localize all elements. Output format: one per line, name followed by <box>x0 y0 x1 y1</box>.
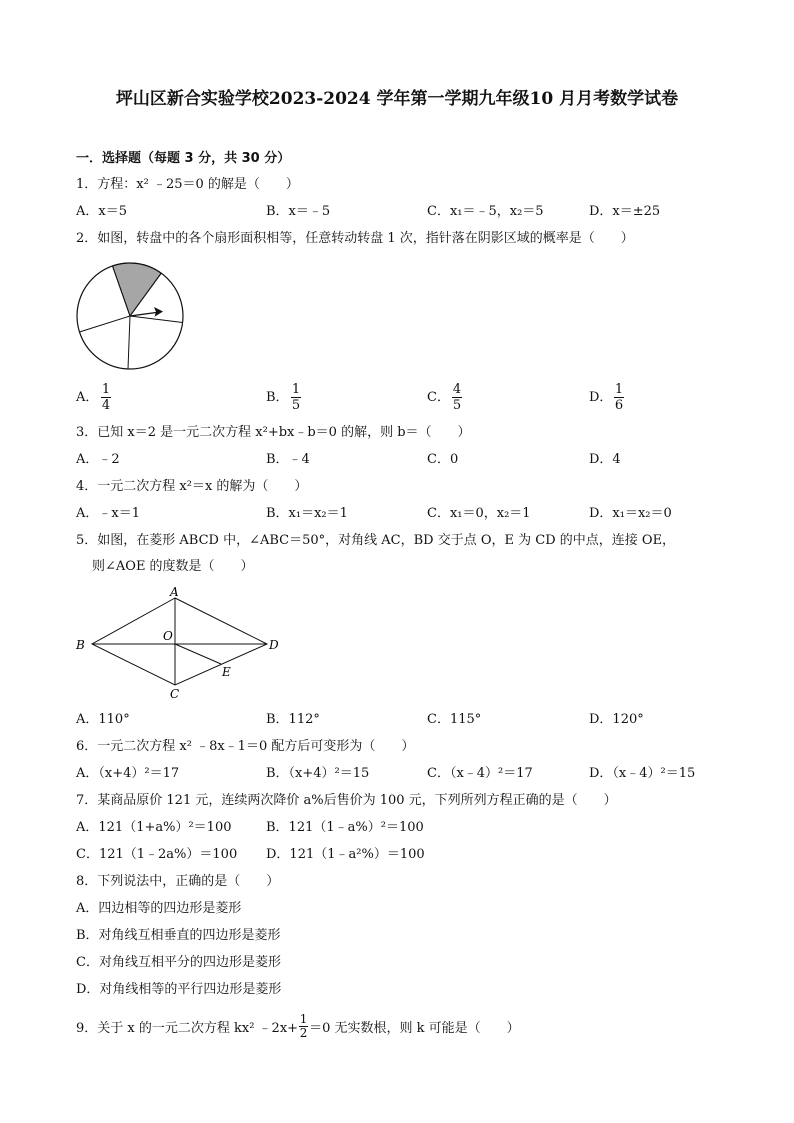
q6-option-a[interactable]: A．（x+4）²＝17 <box>76 766 180 781</box>
q9-stem-start: 9．关于 x 的一元二次方程 kx² ﹣2x+ <box>76 1021 299 1036</box>
numerator: 1 <box>614 382 624 397</box>
q9-fraction <box>299 1013 308 1040</box>
q5-option-c[interactable]: C．115° <box>427 712 482 727</box>
sector-line-5 <box>80 316 131 332</box>
q2-option-c-fraction[interactable] <box>452 382 462 413</box>
q4-option-d[interactable]: D．x₁＝x₂＝0 <box>589 506 672 521</box>
spinner-figure <box>74 262 190 372</box>
question-4-stem: 4．一元二次方程 x²＝x 的解为（ ） <box>76 479 308 494</box>
q2-option-a-fraction[interactable] <box>101 382 111 413</box>
denominator: 2 <box>299 1026 308 1040</box>
q2-option-d-fraction[interactable] <box>614 382 624 413</box>
page-title: 坪山区新合实验学校2023-2024 学年第一学期九年级10 月月考数学试卷 <box>115 89 679 109</box>
q3-option-c[interactable]: C．0 <box>427 452 459 467</box>
question-6-stem: 6．一元二次方程 x² ﹣8x﹣1＝0 配方后可变形为（ ） <box>76 739 415 754</box>
sector-line-4 <box>128 316 130 369</box>
q8-option-a[interactable]: A．四边相等的四边形是菱形 <box>76 901 242 916</box>
rhombus-figure <box>72 582 292 702</box>
numerator: 1 <box>299 1012 308 1026</box>
label-e: E <box>222 665 231 679</box>
question-5-stem-line-2: 则∠AOE 的度数是（ ） <box>92 559 254 574</box>
q5-option-d[interactable]: D．120° <box>589 712 644 727</box>
shaded-sector <box>113 263 162 316</box>
q2-option-a-label[interactable]: A． <box>76 390 99 405</box>
q8-option-d[interactable]: D．对角线相等的平行四边形是菱形 <box>76 982 282 997</box>
q1-option-b[interactable]: B．x＝﹣5 <box>266 204 331 219</box>
numerator: 1 <box>291 382 301 397</box>
question-8-stem: 8．下列说法中，正确的是（ ） <box>76 874 280 889</box>
numerator: 1 <box>101 382 111 397</box>
numerator: 4 <box>452 382 462 397</box>
rhombus-abcd <box>92 598 267 685</box>
q4-option-b[interactable]: B．x₁＝x₂＝1 <box>266 506 348 521</box>
label-a: A <box>170 585 179 599</box>
label-c: C <box>170 687 180 701</box>
denominator: 5 <box>291 398 301 413</box>
label-o: O <box>163 629 173 643</box>
q9-stem-end: ＝0 无实数根，则 k 可能是（ ） <box>309 1021 520 1036</box>
q7-option-b[interactable]: B．121（1﹣a%）²＝100 <box>266 820 424 835</box>
q7-option-d[interactable]: D．121（1﹣a²%）＝100 <box>266 847 425 862</box>
q8-option-b[interactable]: B．对角线互相垂直的四边形是菱形 <box>76 928 281 943</box>
q5-option-b[interactable]: B．112° <box>266 712 320 727</box>
q7-option-c[interactable]: C．121（1﹣2a%）＝100 <box>76 847 238 862</box>
question-1-stem: 1．方程：x² ﹣25＝0 的解是（ ） <box>76 177 299 192</box>
q6-option-d[interactable]: D．（x﹣4）²＝15 <box>589 766 696 781</box>
q3-option-d[interactable]: D．4 <box>589 452 621 467</box>
q6-option-c[interactable]: C．（x﹣4）²＝17 <box>427 766 533 781</box>
q2-option-b-fraction[interactable] <box>291 382 301 413</box>
q4-option-c[interactable]: C．x₁＝0，x₂＝1 <box>427 506 531 521</box>
question-2-stem: 2．如图，转盘中的各个扇形面积相等，任意转动转盘 1 次，指针落在阴影区域的概率是（ ） <box>76 231 634 246</box>
question-5-stem-line-1: 5．如图，在菱形 ABCD 中，∠ABC＝50°，对角线 AC，BD 交于点 O，E 为 CD 的中点，连接 OE， <box>76 533 676 548</box>
segment-oe <box>175 644 221 664</box>
label-b: B <box>76 638 85 652</box>
q7-option-a[interactable]: A．121（1+a%）²＝100 <box>76 820 232 835</box>
question-7-stem: 7．某商品原价 121 元，连续两次降价 a%后售价为 100 元，下列所列方程正确的是（ ） <box>76 793 617 808</box>
q2-option-c-label[interactable]: C． <box>427 390 450 405</box>
question-3-stem: 3．已知 x＝2 是一元二次方程 x²+bx﹣b＝0 的解，则 b＝（ ） <box>76 425 471 440</box>
q2-option-b-label[interactable]: B． <box>266 390 289 405</box>
q1-option-a[interactable]: A．x＝5 <box>76 204 127 219</box>
sector-line-3 <box>130 316 183 323</box>
arrow-head-icon <box>154 307 163 317</box>
section-heading: 一．选择题（每题 3 分，共 30 分） <box>76 151 291 166</box>
q8-option-c[interactable]: C．对角线互相平分的四边形是菱形 <box>76 955 281 970</box>
q3-option-b[interactable]: B．﹣4 <box>266 452 310 467</box>
q6-option-b[interactable]: B．（x+4）²＝15 <box>266 766 370 781</box>
q2-option-d-label[interactable]: D． <box>589 390 613 405</box>
denominator: 6 <box>614 398 624 413</box>
denominator: 4 <box>101 398 111 413</box>
label-d: D <box>269 638 279 652</box>
q5-option-a[interactable]: A．110° <box>76 712 130 727</box>
denominator: 5 <box>452 398 462 413</box>
q1-option-d[interactable]: D．x＝±25 <box>589 204 661 219</box>
q4-option-a[interactable]: A．﹣x＝1 <box>76 506 140 521</box>
q1-option-c[interactable]: C．x₁＝﹣5，x₂＝5 <box>427 204 544 219</box>
question-9-stem <box>76 1012 520 1042</box>
q3-option-a[interactable]: A．﹣2 <box>76 452 120 467</box>
